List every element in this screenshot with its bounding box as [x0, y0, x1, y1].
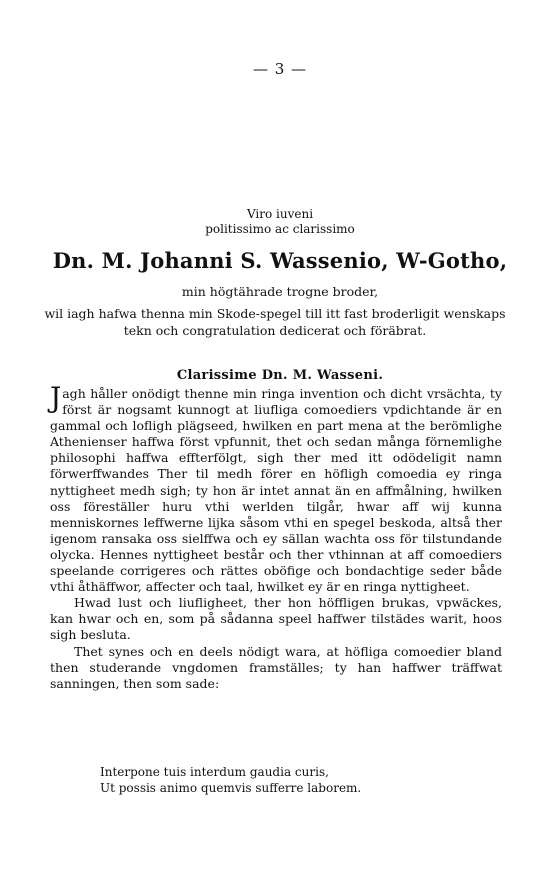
paragraph-2: Hwad lust och liufligheet, ther hon höffligen brukas, vpwäckes, kan hwar och en, som på sådanna speel haffwer tilstädes warit, hoos sigh besluta.	[50, 595, 502, 643]
paragraph-1	[50, 381, 502, 595]
dedication-line-1: Viro iuveni	[246, 207, 314, 221]
paragraph-3: Thet synes och en deels nödigt wara, at höfliga comoedier bland then studerande vngdomen framställes; ty han haffwer träffwat sanningen, then som sade:	[50, 643, 502, 691]
quote-line-2: Ut possis animo quemvis sufferre laborem.	[100, 780, 362, 795]
dedicatee-name: Dn. M. Johanni S. Wassenio, W-Gotho,	[52, 248, 508, 273]
dedication-line-4: min högtährade trogne broder,	[181, 284, 379, 299]
drop-cap: J	[50, 381, 62, 414]
latin-quote	[100, 765, 480, 796]
page-number: — 3 —	[252, 60, 308, 78]
dedication-wish: wil iagh hafwa thenna min Skode-spegel till itt fast broderligit wenskaps tekn och congratulation dedicerat och föräbrat.	[44, 306, 506, 338]
paragraph-1-text: agh håller onödigt thenne min ringa invention och dicht vrsächta, ty först är nogsamt kunnogt at liufliga comoediers vpdichtande är en gammal och lofligh plägseed, hwilken en part mena at the berömlighe Athenienser haffwa först vpfunnit, thet och sedan många förnemlighe philosophi haffwa effterfölgt, sigh ther med itt odödeligit namn förwerffwandes Ther til medh förer en höfligh comoedia ey ringa nyttigheet medh sigh; ty hon är intet annat än en affmålning, hwilken oss föreställer huru vthi werlden tilgår, hwar aff wij kunna menniskornes leffwerne lijka såsom vthi en spegel beskoda, altså ther igenom ransaka oss sielffwa och ey sällan wachta oss för tilstundande olycka. Hennes nyttigheet består och ther vthinnan at aff comoediers speelande corrigeres och rättes oböfige och bondachtige seder både vthi åthäffwor, affecter och taal, hwilket ey är en ringa nyttigheet.	[50, 386, 502, 595]
body-text	[50, 381, 502, 692]
dedication-block	[0, 207, 560, 300]
salutation-heading: Clarissime Dn. M. Wasseni.	[176, 368, 384, 383]
dedication-line-2: politissimo ac clarissimo	[205, 222, 355, 236]
quote-line-1: Interpone tuis interdum gaudia curis,	[100, 765, 329, 779]
